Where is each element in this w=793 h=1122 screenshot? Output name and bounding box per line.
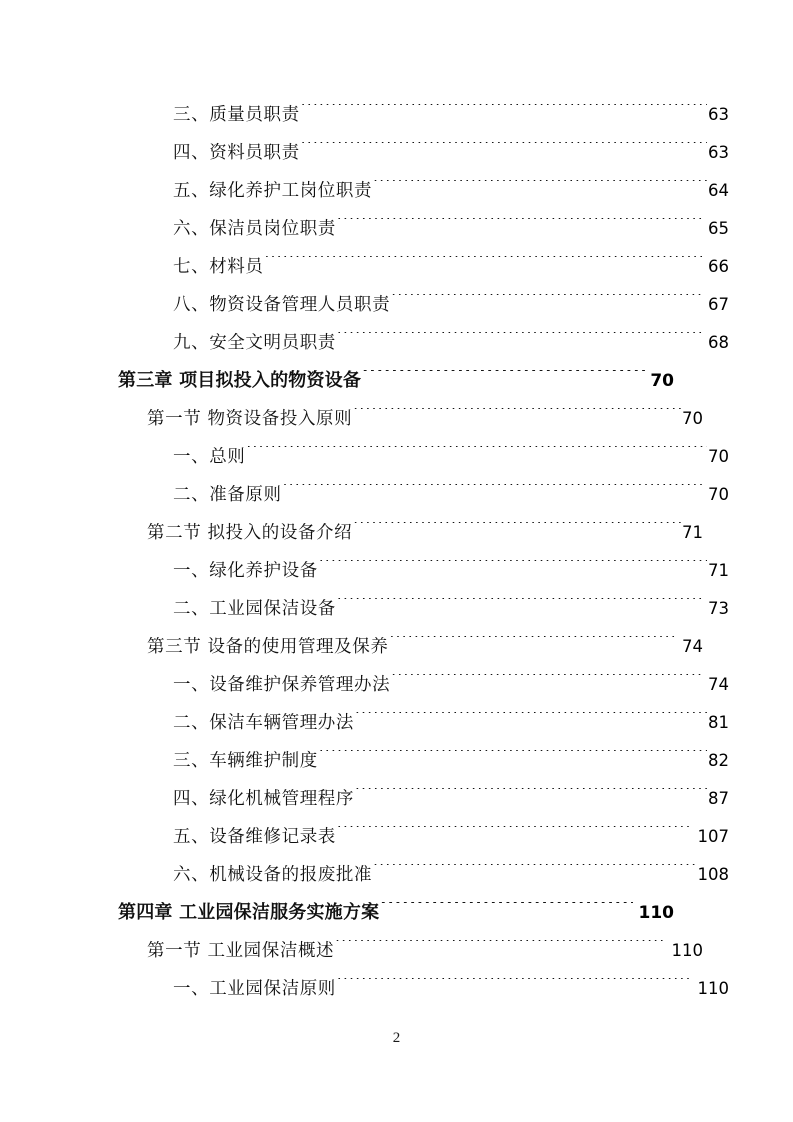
toc-dot-leader	[391, 674, 702, 690]
toc-entry-title: 六、保洁员岗位职责	[173, 219, 336, 239]
toc-entry[interactable]	[118, 210, 729, 248]
toc-entry-page-number: 73	[708, 599, 729, 618]
toc-entry-title: 二、工业园保洁设备	[173, 599, 336, 619]
toc-entry-page-number: 71	[682, 523, 703, 542]
toc-entry[interactable]	[118, 476, 729, 514]
toc-entry-title: 第二节 拟投入的设备介绍	[147, 523, 353, 543]
toc-entry[interactable]	[118, 248, 729, 286]
toc-entry[interactable]	[118, 362, 674, 400]
toc-entry-title: 二、准备原则	[173, 485, 282, 505]
toc-dot-leader	[246, 446, 707, 462]
toc-entry[interactable]	[118, 134, 729, 172]
toc-entry-page-number: 108	[697, 865, 729, 884]
toc-dot-leader	[335, 940, 665, 956]
toc-entry[interactable]	[118, 780, 729, 818]
toc-entry-page-number: 68	[708, 333, 729, 352]
toc-dot-leader	[380, 902, 632, 918]
toc-dot-leader	[373, 180, 707, 196]
toc-entry-page-number: 71	[708, 561, 729, 580]
toc-entry[interactable]	[118, 894, 674, 932]
toc-entry[interactable]	[118, 856, 729, 894]
toc-entry-title: 六、机械设备的报废批准	[173, 865, 373, 885]
toc-dot-leader	[265, 256, 703, 272]
toc-entry-page-number: 64	[708, 181, 729, 200]
toc-entry[interactable]	[118, 932, 703, 970]
toc-dot-leader	[362, 370, 649, 386]
toc-entry-page-number: 67	[708, 295, 729, 314]
toc-entry-title: 七、材料员	[173, 257, 264, 277]
toc-entry-title: 一、绿化养护设备	[173, 561, 318, 581]
toc-dot-leader	[391, 294, 702, 310]
toc-dot-leader	[337, 332, 702, 348]
toc-entry-title: 五、设备维修记录表	[173, 827, 336, 847]
toc-dot-leader	[373, 864, 696, 880]
toc-entry-title: 三、质量员职责	[173, 105, 300, 125]
toc-entry[interactable]	[118, 704, 729, 742]
toc-entry-page-number: 74	[708, 675, 729, 694]
toc-entry[interactable]	[118, 324, 729, 362]
toc-dot-leader	[355, 788, 707, 804]
toc-entry[interactable]	[118, 438, 729, 476]
toc-entry-title: 二、保洁车辆管理办法	[173, 713, 354, 733]
toc-entry-page-number: 63	[708, 143, 729, 162]
toc-entry-page-number: 82	[708, 751, 729, 770]
toc-entry-title: 第一节 工业园保洁概述	[147, 941, 335, 961]
toc-dot-leader	[353, 408, 681, 424]
toc-dot-leader	[337, 826, 692, 842]
toc-dot-leader	[389, 636, 676, 652]
toc-entry[interactable]	[118, 286, 729, 324]
toc-entry[interactable]	[118, 400, 703, 438]
toc-entry[interactable]	[118, 628, 703, 666]
toc-entry-title: 九、安全文明员职责	[173, 333, 336, 353]
toc-entry-page-number: 110	[697, 979, 729, 998]
toc-entry-page-number: 87	[708, 789, 729, 808]
toc-entry-title: 第三章 项目拟投入的物资设备	[118, 370, 362, 391]
toc-entry-page-number: 66	[708, 257, 729, 276]
toc-entry-page-number: 74	[682, 637, 703, 656]
toc-entry-title: 四、绿化机械管理程序	[173, 789, 354, 809]
toc-entry-title: 第三节 设备的使用管理及保养	[147, 637, 389, 657]
toc-entry-title: 八、物资设备管理人员职责	[173, 295, 391, 315]
toc-entry-title: 三、车辆维护制度	[173, 751, 318, 771]
toc-entry-page-number: 107	[697, 827, 729, 846]
toc-entry[interactable]	[118, 514, 703, 552]
toc-dot-leader	[283, 484, 702, 500]
toc-entry[interactable]	[118, 742, 729, 780]
footer-page-number: 2	[392, 1030, 401, 1046]
toc-entry-page-number: 70	[708, 447, 729, 466]
toc-entry-page-number: 81	[708, 713, 729, 732]
toc-entry-page-number: 70	[708, 485, 729, 504]
toc-dot-leader	[301, 142, 707, 158]
toc-entry-title: 四、资料员职责	[173, 143, 300, 163]
toc-entry-title: 一、设备维护保养管理办法	[173, 675, 391, 695]
toc-entry-page-number: 65	[708, 219, 729, 238]
toc-dot-leader	[353, 522, 681, 538]
toc-dot-leader	[301, 104, 707, 120]
toc-dot-leader	[319, 560, 707, 576]
toc-entry-title: 一、总则	[173, 447, 246, 467]
toc-entry-title: 一、工业园保洁原则	[173, 979, 336, 999]
toc-entry[interactable]	[118, 970, 729, 1008]
toc-entry-page-number: 110	[638, 903, 674, 923]
toc-entry-page-number: 110	[671, 941, 703, 960]
toc-entry-page-number: 70	[650, 371, 674, 391]
toc-entry-title: 第四章 工业园保洁服务实施方案	[118, 902, 380, 923]
table-of-contents	[118, 96, 729, 1008]
toc-entry-title: 五、绿化养护工岗位职责	[173, 181, 373, 201]
toc-entry[interactable]	[118, 666, 729, 704]
toc-dot-leader	[355, 712, 707, 728]
toc-entry[interactable]	[118, 818, 729, 856]
toc-entry[interactable]	[118, 172, 729, 210]
toc-entry[interactable]	[118, 96, 729, 134]
toc-entry-page-number: 63	[708, 105, 729, 124]
toc-entry[interactable]	[118, 590, 729, 628]
toc-dot-leader	[319, 750, 707, 766]
toc-entry-title: 第一节 物资设备投入原则	[147, 409, 353, 429]
toc-dot-leader	[337, 598, 702, 614]
toc-entry[interactable]	[118, 552, 729, 590]
toc-dot-leader	[337, 218, 702, 234]
toc-entry-page-number: 70	[682, 409, 703, 428]
toc-dot-leader	[337, 978, 692, 994]
